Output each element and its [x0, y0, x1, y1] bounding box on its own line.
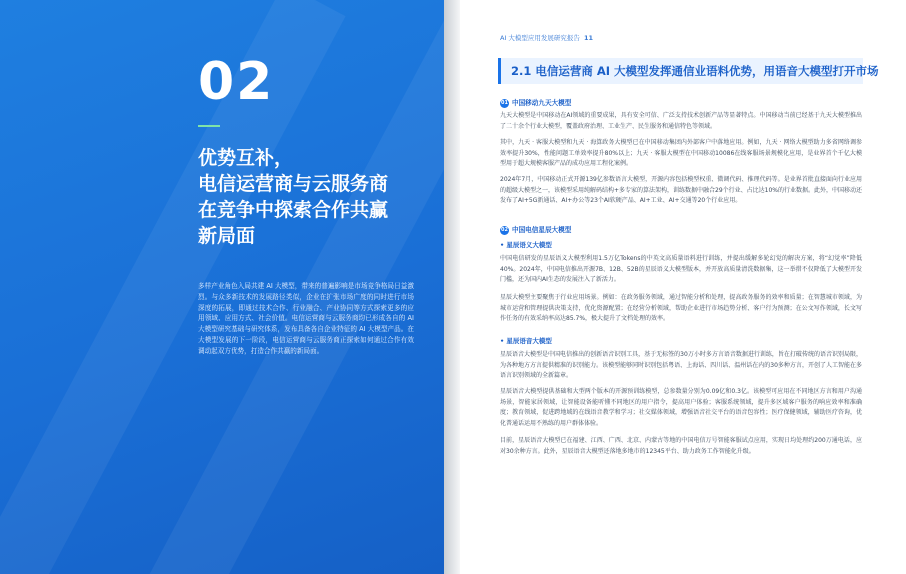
paragraph: 中国电信研发的星辰语义大模型利用1.5万亿Tokens的中英文高质量语料进行训练，并提出缓解多轮幻觉的解决方案，将“幻觉率”降低40%。2024年，中国电信推出开源7B、12B、52B的星辰语义大模型版本，并开放高质量清洗数据集，这一举措不仅降低了大模型开发门槛，还为国内AI生态的发展注入了新活力。	[500, 255, 862, 283]
paragraph: 星辰语音大模型是中国电信推出的创新语音识别工具，基于无标签的30万小时多方言语音数据进行训练，旨在打破传统的语音识别局限，为各种地方方言提供精准的识别能力。该模型能够同时识别包括粤语、上海话、四川话、温州话在内的30多种方言，开创了人工智能在多语言识别领域的全新篇章。	[500, 351, 862, 379]
bullet-heading: • 星辰语义大模型	[500, 241, 552, 249]
subsection-title: 中国移动九天大模型	[512, 99, 572, 107]
chapter-number: 02	[198, 52, 275, 112]
chapter-title	[198, 145, 428, 249]
subsection-title: 中国电信星辰大模型	[512, 226, 572, 234]
left-page	[0, 0, 444, 574]
bullet-heading-text: 星辰语音大模型	[506, 337, 552, 345]
section-heading-bar	[498, 58, 879, 84]
bullet-heading-text: 星辰语义大模型	[506, 241, 552, 249]
section-title: 2.1 电信运营商 AI 大模型发挥通信业语料优势，用语音大模型打开市场	[511, 64, 879, 78]
chapter-title-line: 新局面	[198, 225, 256, 247]
bullet-heading: • 星辰语音大模型	[500, 337, 552, 345]
paragraph: 目前，星辰语音大模型已在福建、江西、广西、北京、内蒙古等地的中国电信万号智能客服试点应用，实现日均处理约200万通电话，应对30余种方言。此外，星辰语音大模型还落地多地市的12345平台、助力政务工作智能化升级。	[500, 437, 862, 455]
paragraph: 九天大模型是中国移动在AI领域的重要成果，具有安全可信、广泛支持技术创新产品等显著特点。中国移动当前已经基于九天大模型推出了二十余个行业大模型，覆盖政府治理、工业生产、民生服务和通信特色等领域。	[500, 112, 862, 130]
subsection-heading-2	[500, 224, 571, 235]
paragraph: 其中，九天 · 客服大模型和九天 · 海算政务大模型已在中国移动集团内外部客户中落地应用。例如，九天 · 网络大模型助力多省网络调参效率提升30%，性能问题工单效率提升80%以上；九天 · 客服大模型在中国移动10086在线客服场景规模化应用，是业界首个千亿大模型用于超大规模客服产品的成功应用工程化案例。	[500, 139, 862, 167]
subsection-number-badge: 02	[501, 226, 508, 233]
accent-divider	[198, 125, 220, 127]
chapter-intro-paragraph: 多样产业角色入局共建 AI 大模型，带来的普遍影响是市场竞争格局日益激烈。与众多新技术的发展路径类似，企业在扩张市场广度的同时进行市场深度的拓展，即通过技术合作、行业融合、产业协同等方式探索更多的应用领域、应用方式、社会价值。电信运营商与云服务商均已形成各自的 AI 大模型研究基础与研究体系，发布具备各自企业特征的 AI 大模型产品。在大模型发展的下一阶段，电信运营商与云服务商正探索如何通过合作有效调动起双方优势，打造合作共赢的新局面。	[198, 282, 414, 355]
chapter-title-line: 优势互补，	[198, 147, 294, 169]
page-number: 11	[584, 34, 594, 42]
book-gutter	[444, 0, 460, 574]
chapter-title-line: 电信运营商与云服务商	[198, 173, 389, 195]
paragraph: 2024年7月，中国移动正式开源139亿参数语言大模型，开源内容包括模型权重、微调代码、推理代码等。是业界首批直接面向行业应用的超级大模型之一，该模型采用纯解码结构+多专家的算法架构，训练数据中融合29个行业、占比达10%的行业数据。此外，中国移动还发布了AI+5G新通话、AI+办公等23个AI软硬产品、AI+工业、AI+交通等20个行业应用。	[500, 176, 863, 204]
running-header	[500, 33, 593, 42]
paragraph: 星辰大模型主要聚焦于行业应用场景。例如：在政务服务领域，通过智能分析和处理，提高政务服务的效率和质量；在智慧城市领域，为城市运营和管理提供决策支持，优化资源配置；在经营分析领域，帮助企业进行市场趋势分析、客户行为预测；在公文写作领域，长文写作任务的有效采纳率高达85.7%，极大提升了文档处理的效率。	[500, 294, 862, 322]
subsection-number-badge: 01	[501, 99, 508, 106]
right-page	[460, 0, 906, 574]
chapter-title-line: 在竞争中探索合作共赢	[198, 199, 389, 221]
header-text: AI 大模型应用发展研究报告	[500, 34, 580, 42]
subsection-heading-1	[500, 97, 571, 108]
paragraph: 星辰语音大模型提供基础和大型两个版本的开源预训练模型，总参数量分别为0.09亿和0.3亿。该模型可应用在不同地区方言和用户沟通场景，智能家居领域，让智能设备能听懂不同地区的用户指令，提高用户体验；客服系统领域，提升多区域客户服务的响应效率和准确度；教育领域，促进跨地域的在线语音教学和学习；社交媒体领域，增强语音社交平台的语音包容性；医疗保健领域，辅助医疗咨询，优化普通话运用不熟练的用户群体体验。	[500, 388, 862, 427]
